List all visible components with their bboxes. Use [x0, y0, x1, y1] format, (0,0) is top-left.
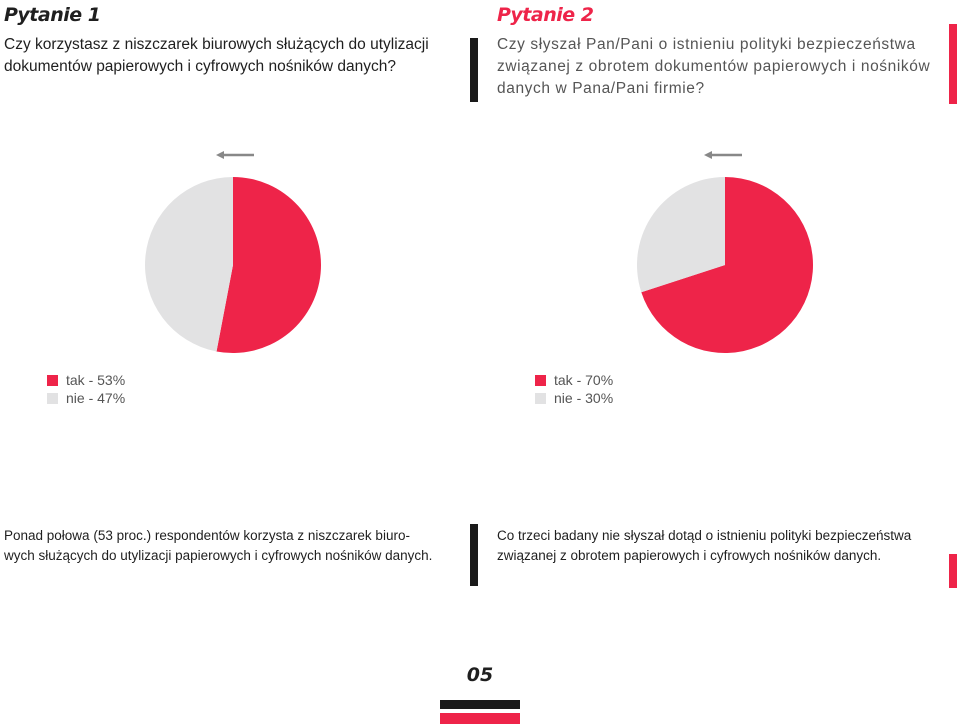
question-2-line: związanej z obrotem dokumentów papierowych i nośników: [497, 58, 931, 75]
summary-line: związanej z obrotem papierowych i cyfrowych nośników danych.: [497, 548, 882, 563]
question-1-text: [4, 34, 464, 78]
pie-1-legend: [47, 371, 125, 407]
question-2-title: Pytanie 2: [497, 4, 594, 26]
divider-bar-red: [949, 24, 957, 104]
legend-label: nie - 47%: [66, 390, 126, 406]
pie-chart-1: [143, 175, 323, 355]
divider-bar-dark: [470, 38, 478, 102]
legend-label: tak - 53%: [66, 372, 126, 388]
pie-slice-nie: [145, 177, 233, 351]
summary-line: Co trzeci badany nie słyszał dotąd o istnieniu polityki bezpieczeństwa: [497, 528, 912, 543]
page-number: 05: [466, 664, 494, 686]
legend-item-tak: [535, 371, 613, 389]
question-1-summary: [4, 526, 466, 566]
arrow-left-icon: [704, 150, 744, 160]
question-1-title: Pytanie 1: [4, 4, 101, 26]
divider-bar-dark: [470, 524, 478, 586]
footer-bar-dark: [440, 700, 520, 709]
question-2-line: danych w Pana/Pani firmie?: [497, 80, 705, 97]
legend-item-nie: [535, 389, 613, 407]
legend-swatch: [47, 393, 58, 404]
pie-2-legend: [535, 371, 613, 407]
question-2-text: [497, 34, 947, 100]
legend-label: tak - 70%: [554, 372, 614, 388]
question-1-line: Czy korzystasz z niszczarek biurowych służących do utylizacji: [4, 36, 429, 53]
legend-swatch: [47, 375, 58, 386]
summary-line: wych służących do utylizacji papierowych i cyfrowych nośników danych.: [4, 548, 433, 563]
question-1-line: dokumentów papierowych i cyfrowych nośników danych?: [4, 58, 397, 75]
arrow-left-icon: [216, 150, 256, 160]
question-2-line: Czy słyszał Pan/Pani o istnieniu polityki bezpieczeństwa: [497, 36, 916, 53]
legend-item-nie: [47, 389, 125, 407]
question-2-summary: [497, 526, 942, 566]
legend-label: nie - 30%: [554, 390, 614, 406]
legend-item-tak: [47, 371, 125, 389]
legend-swatch: [535, 393, 546, 404]
legend-swatch: [535, 375, 546, 386]
summary-line: Ponad połowa (53 proc.) respondentów korzysta z niszczarek biuro-: [4, 528, 410, 543]
footer-bar-red: [440, 713, 520, 724]
pie-chart-2: [635, 175, 815, 355]
divider-bar-red: [949, 554, 957, 588]
